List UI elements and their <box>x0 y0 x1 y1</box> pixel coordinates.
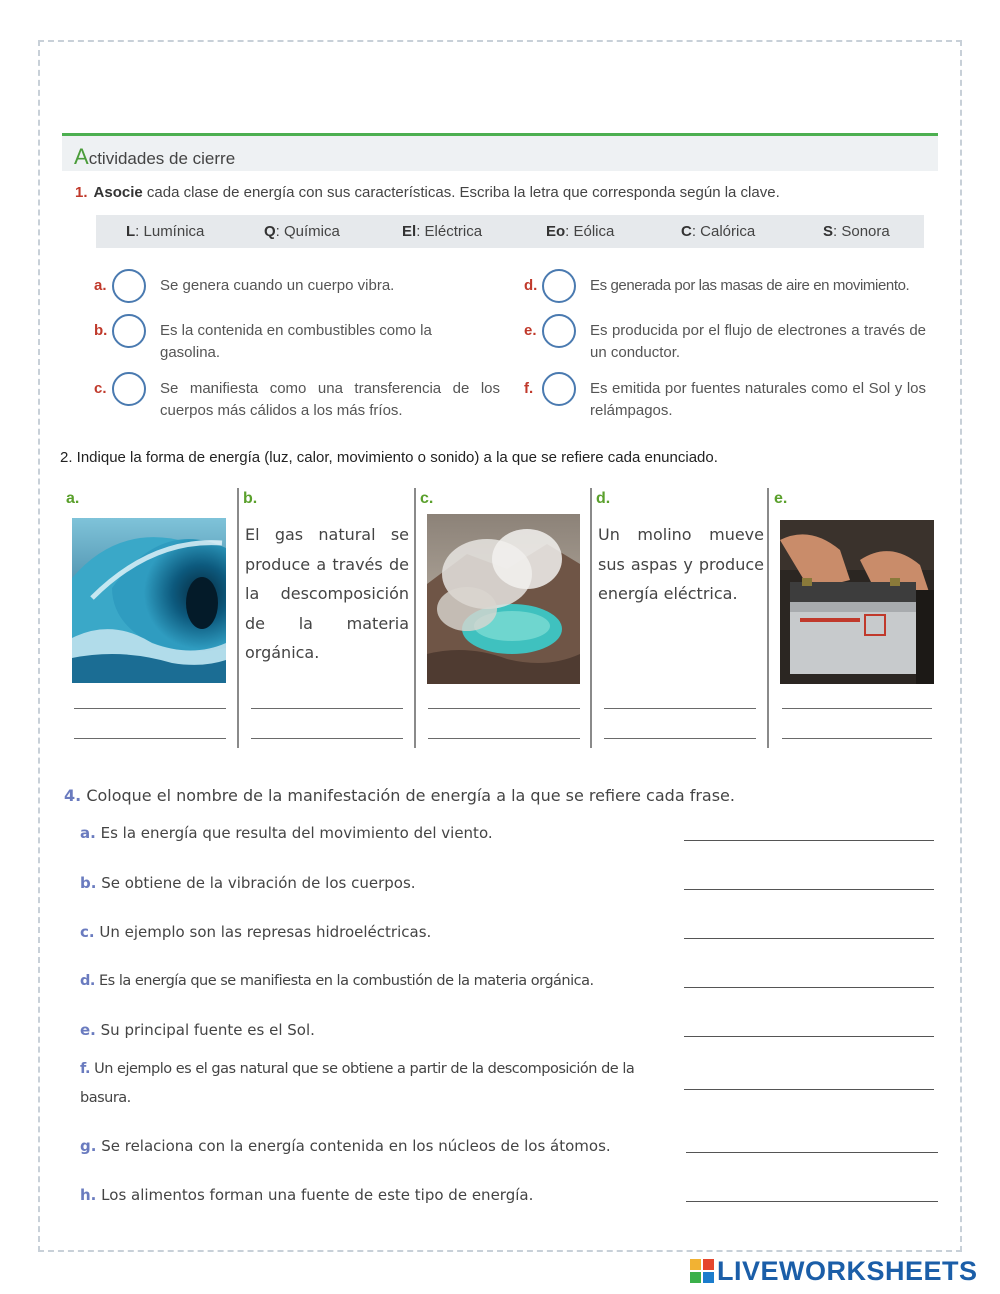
q1-item-a: a. Se genera cuando un cuerpo vibra. <box>94 269 514 309</box>
column-divider <box>767 488 769 748</box>
q4-item-h: h. Los alimentos forman una fuente de este tipo de energía. <box>80 1186 534 1204</box>
key-item: Q: Química <box>264 223 340 240</box>
answer-line[interactable] <box>604 708 756 709</box>
section-header <box>62 133 938 171</box>
answer-key <box>96 215 924 248</box>
q1-item-f: f. Es emitida por fuentes naturales como el Sol y los relámpagos. <box>524 372 944 422</box>
question-2-prompt: 2. Indique la forma de energía (luz, calor, movimiento o sonido) a la que se refiere cada enunciado. <box>60 449 718 466</box>
liveworksheets-logo: LIVEWORKSHEETS <box>690 1256 978 1287</box>
answer-line[interactable] <box>684 987 934 988</box>
q4-item-b: b. Se obtiene de la vibración de los cuerpos. <box>80 874 416 892</box>
q4-item-a: a. Es la energía que resulta del movimiento del viento. <box>80 824 493 842</box>
q1-item-c: c. Se manifiesta como una transferencia de los cuerpos más cálidos a los más fríos. <box>94 372 514 422</box>
answer-line[interactable] <box>684 840 934 841</box>
q4-item-e: e. Su principal fuente es el Sol. <box>80 1021 315 1039</box>
statement-text: Un molino mueve sus aspas y produce energía eléctrica. <box>598 525 764 603</box>
wave-image <box>72 518 226 683</box>
answer-circle[interactable] <box>542 269 576 303</box>
key-item: El: Eléctrica <box>402 223 483 240</box>
q1-item-d: d. Es generada por las masas de aire en movimiento. <box>524 269 944 309</box>
answer-line[interactable] <box>251 738 403 739</box>
key-item: S: Sonora <box>823 223 890 240</box>
q2-col-b: b. El gas natural se produce a través de la descomposición de la materia orgánica. <box>241 490 411 748</box>
answer-line[interactable] <box>251 708 403 709</box>
section-title: Actividades de cierre <box>74 144 236 169</box>
answer-circle[interactable] <box>112 269 146 303</box>
question-4-prompt: 4. Coloque el nombre de la manifestación de energía a la que se refiere cada frase. <box>64 786 735 805</box>
answer-line[interactable] <box>74 738 226 739</box>
column-divider <box>237 488 239 748</box>
answer-circle[interactable] <box>112 372 146 406</box>
q2-col-c: c. <box>418 490 586 748</box>
answer-line[interactable] <box>684 1089 934 1090</box>
key-item: Eo: Eólica <box>546 223 615 240</box>
q1-item-e: e. Es producida por el flujo de electrones a través de un conductor. <box>524 314 944 364</box>
answer-line[interactable] <box>74 708 226 709</box>
answer-line[interactable] <box>428 738 580 739</box>
answer-line[interactable] <box>428 708 580 709</box>
key-item: C: Calórica <box>681 223 756 240</box>
answer-line[interactable] <box>782 738 932 739</box>
answer-line[interactable] <box>686 1201 938 1202</box>
q2-col-d: d. Un molino mueve sus aspas y produce energía eléctrica. <box>594 490 764 748</box>
battery-image <box>780 520 934 684</box>
statement-text: El gas natural se produce a través de la descomposición de la materia orgánica. <box>245 525 409 662</box>
answer-line[interactable] <box>686 1152 938 1153</box>
answer-circle[interactable] <box>542 372 576 406</box>
answer-circle[interactable] <box>542 314 576 348</box>
question-1-prompt: 1. Asocie cada clase de energía con sus características. Escriba la letra que corresponda según la clave. <box>75 184 780 201</box>
liveworksheets-icon <box>690 1259 714 1283</box>
q4-item-d: d. Es la energía que se manifiesta en la combustión de la materia orgánica. <box>80 973 594 989</box>
answer-line[interactable] <box>684 889 934 890</box>
column-divider <box>414 488 416 748</box>
q2-col-e: e. <box>772 490 936 748</box>
column-divider <box>590 488 592 748</box>
answer-line[interactable] <box>604 738 756 739</box>
answer-line[interactable] <box>684 938 934 939</box>
answer-line[interactable] <box>782 708 932 709</box>
q2-col-a: a. <box>64 490 232 748</box>
q4-item-g: g. Se relaciona con la energía contenida en los núcleos de los átomos. <box>80 1137 611 1155</box>
q4-item-f: f. Un ejemplo es el gas natural que se obtiene a partir de la descomposición de la basura. <box>80 1061 635 1106</box>
q4-item-c: c. Un ejemplo son las represas hidroeléctricas. <box>80 923 432 941</box>
q1-item-b: b. Es la contenida en combustibles como la gasolina. <box>94 314 514 364</box>
answer-circle[interactable] <box>112 314 146 348</box>
volcano-image <box>427 514 580 684</box>
key-item: L: Lumínica <box>126 223 205 240</box>
answer-line[interactable] <box>684 1036 934 1037</box>
